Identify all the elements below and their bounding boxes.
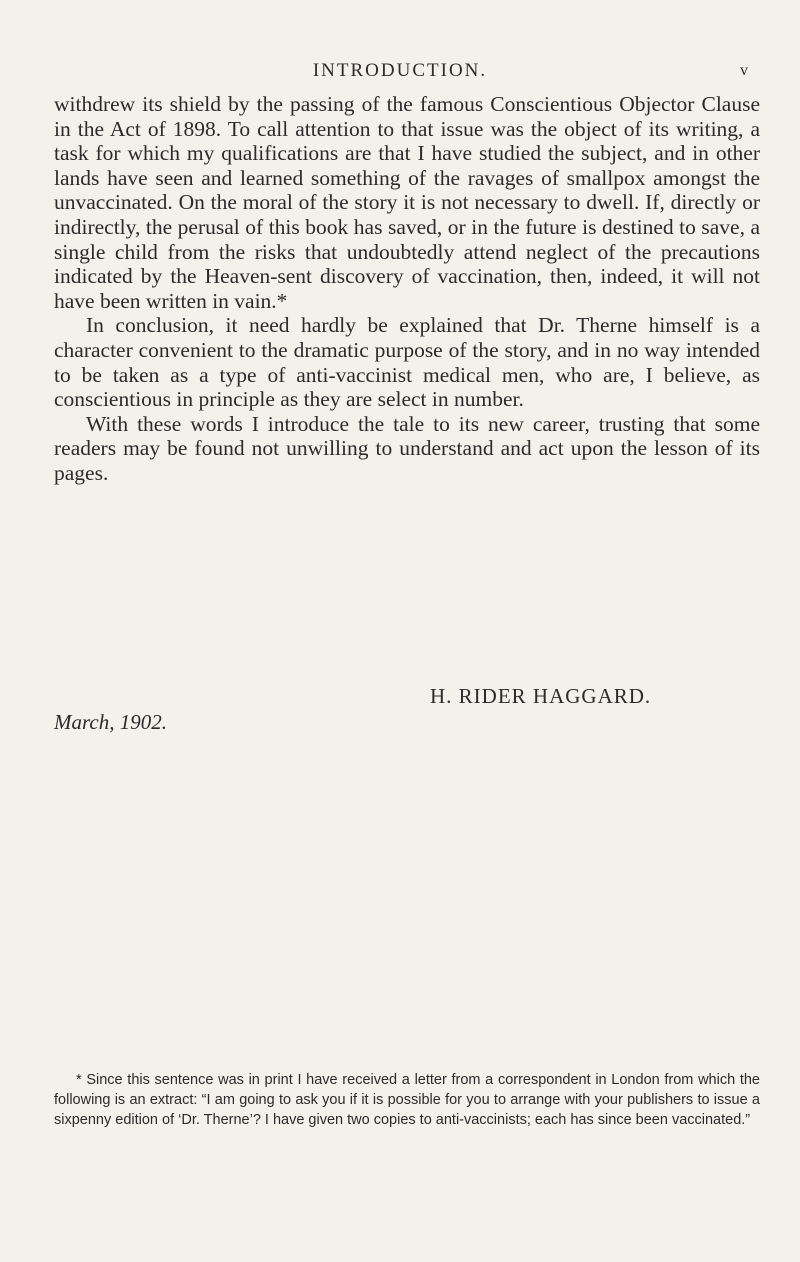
paragraph: In conclusion, it need hardly be explained that Dr. Therne himself is a character convenient to the dramatic purpose of the story, and in no way intended to be taken as a type of anti-vaccinist medical men, who are, I believe, as conscientious in principle as they are select in number. xyxy=(54,313,760,412)
page-number: v xyxy=(740,62,748,79)
paragraph: With these words I introduce the tale to its new career, trusting that some readers may be found not unwilling to understand and act upon the lesson of its pages. xyxy=(54,411,760,485)
body-text xyxy=(54,92,760,486)
author-signature: H. RIDER HAGGARD. xyxy=(430,684,652,708)
footnote: * Since this sentence was in print I have received a letter from a correspondent in London from which the following is an extract: “I am going to ask you if it is possible for you to arrange with your publishers to issue a sixpenny edition of ‘Dr. Therne’? I have given two copies to anti-vaccinists; each has since been vaccinated.” xyxy=(54,1072,760,1128)
running-head: INTRODUCTION. xyxy=(312,60,488,81)
dateline: March, 1902. xyxy=(54,710,167,734)
paragraph: withdrew its shield by the passing of the famous Conscientious Objector Clause in the Act of 1898. To call attention to that issue was the object of its writing, a task for which my qualifications are that I have studied the subject, and in other lands have seen and learned something of the ravages of smallpox amongst the unvaccinated. On the moral of the story it is not necessary to dwell. If, directly or indirectly, the perusal of this book has saved, or in the future is destined to save, a single child from the risks that undoubtedly attend neglect of the precautions indicated by the Heaven-sent discovery of vaccination, then, indeed, it will not have been written in vain.* xyxy=(54,92,760,313)
